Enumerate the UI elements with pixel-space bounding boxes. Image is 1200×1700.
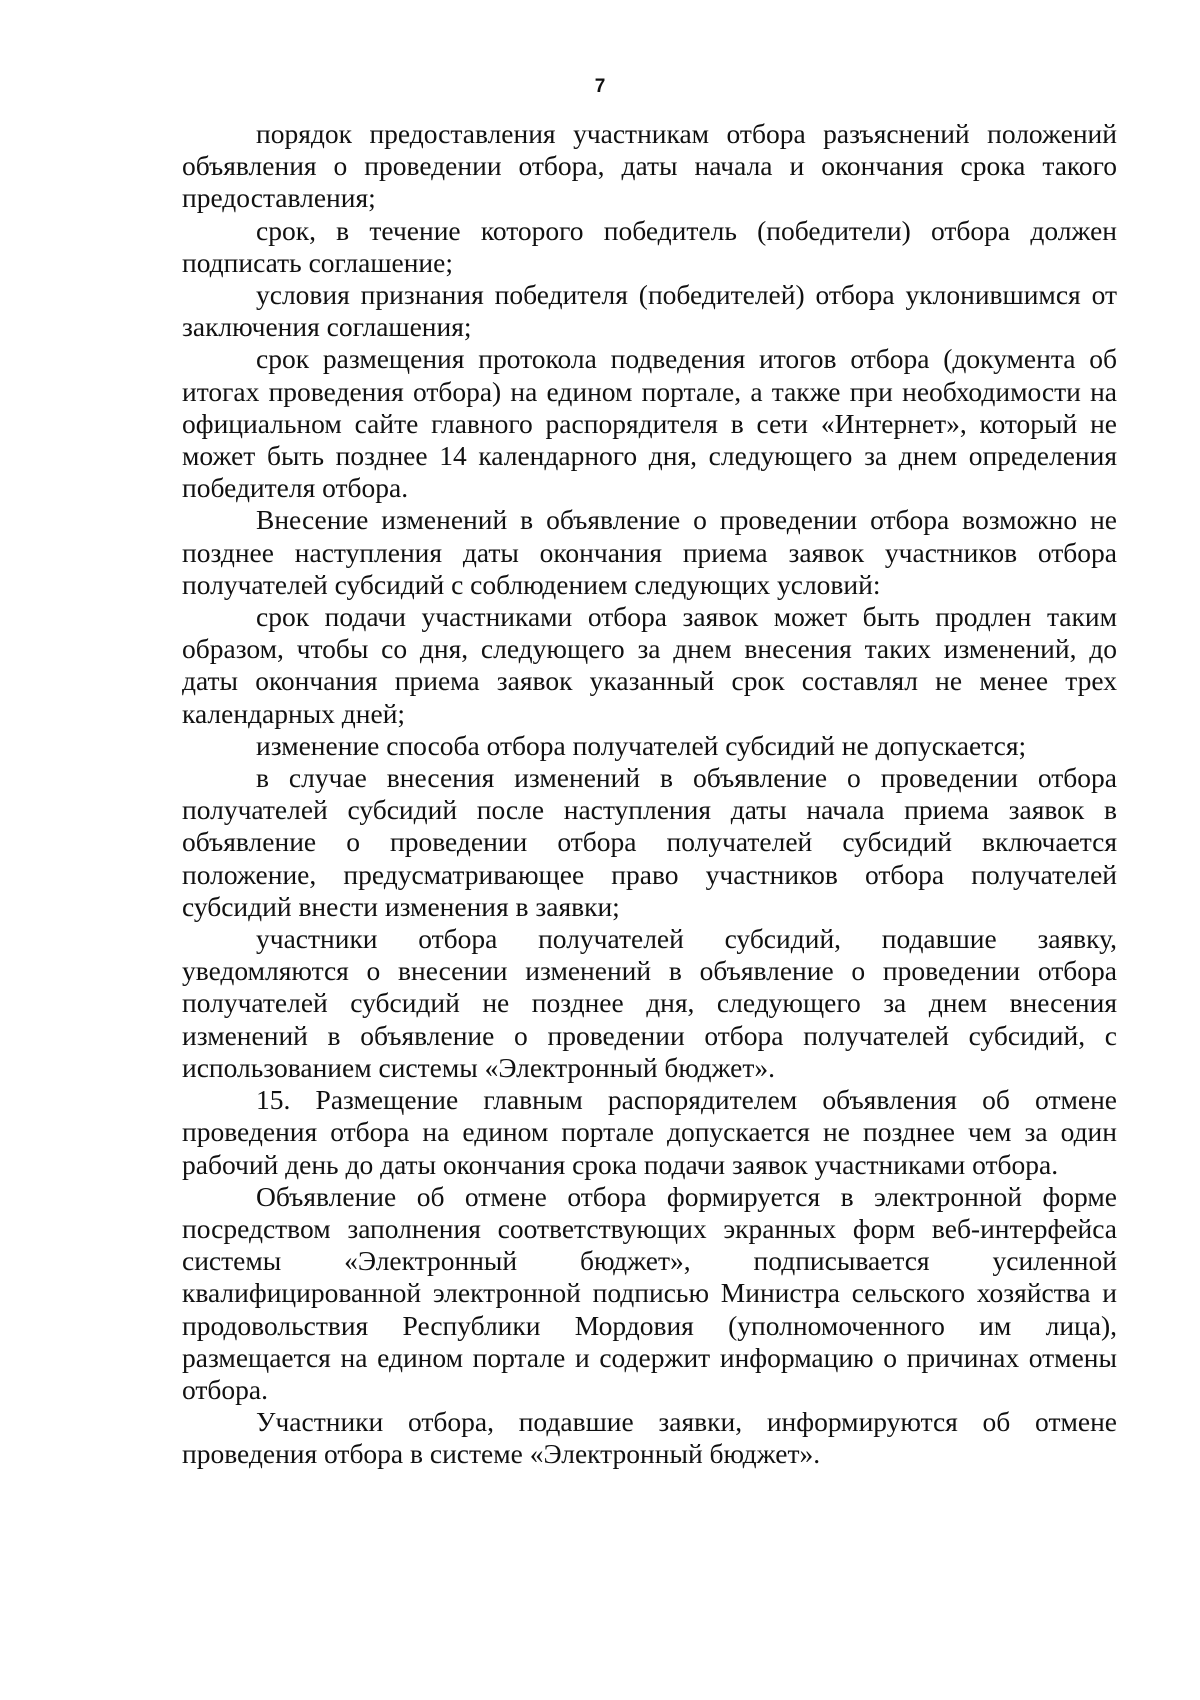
paragraph-section-15: 15. Размещение главным распорядителем объявления об отмене проведения отбора на едином портале допускается не позднее чем за один рабочий день до даты окончания срока подачи заявок участниками отбора. (182, 1084, 1117, 1180)
paragraph-participant-notification: участники отбора получателей субсидий, подавшие заявку, уведомляются о внесении изменений в объявление о проведении отбора получателей субсидий не позднее дня, следующего за днем внесения изменений в объявление о проведении отбора получателей субсидий, с использованием системы «Электронный бюджет». (182, 923, 1117, 1083)
paragraph-cancellation-notice: Участники отбора, подавшие заявки, информируются об отмене проведения отбора в системе «Электронный бюджет». (182, 1406, 1117, 1470)
paragraph-clarification-procedure: порядок предоставления участникам отбора разъяснений положений объявления о проведении отбора, даты начала и окончания срока такого предоставления; (182, 118, 1117, 214)
paragraph-protocol-placement: срок размещения протокола подведения итогов отбора (документа об итогах проведения отбора) на едином портале, а также при необходимости на официальном сайте главного распорядителя в сети «Интернет», который не может быть позднее 14 календарного дня, следующего за днем определения победителя отбора. (182, 343, 1117, 504)
paragraph-agreement-deadline: срок, в течение которого победитель (победители) отбора должен подписать соглашение; (182, 214, 1117, 278)
document-body (182, 118, 1117, 1471)
page-number: 7 (594, 76, 606, 97)
paragraph-amendment-rights: в случае внесения изменений в объявление о проведении отбора получателей субсидий после наступления даты начала приема заявок в объявление о проведении отбора получателей субсидий включается положение, предусматривающее право участников отбора получателей субсидий внести изменения в заявки; (182, 762, 1117, 922)
paragraph-method-change: изменение способа отбора получателей субсидий не допускается; (256, 729, 1027, 761)
paragraph-amendments-intro: Внесение изменений в объявление о проведении отбора возможно не позднее наступления даты окончания приема заявок участников отбора получателей субсидий с соблюдением следующих условий: (182, 504, 1117, 600)
paragraph-cancellation-form: Объявление об отмене отбора формируется в электронной форме посредством заполнения соответствующих экранных форм веб-интерфейса системы «Электронный бюджет», подписывается усиленной квалифицированной электронной подписью Министра сельского хозяйства и продовольствия Республики Мордовия (уполномоченного им лица), размещается на едином портале и содержит информацию о причинах отмены отбора. (182, 1180, 1117, 1405)
paragraph-deadline-extension: срок подачи участниками отбора заявок может быть продлен таким образом, чтобы со дня, следующего за днем внесения таких изменений, до даты окончания приема заявок указанный срок составлял не менее трех календарных дней; (182, 601, 1117, 729)
paragraph-evasion-conditions: условия признания победителя (победителей) отбора уклонившимся от заключения соглашения; (182, 279, 1117, 343)
